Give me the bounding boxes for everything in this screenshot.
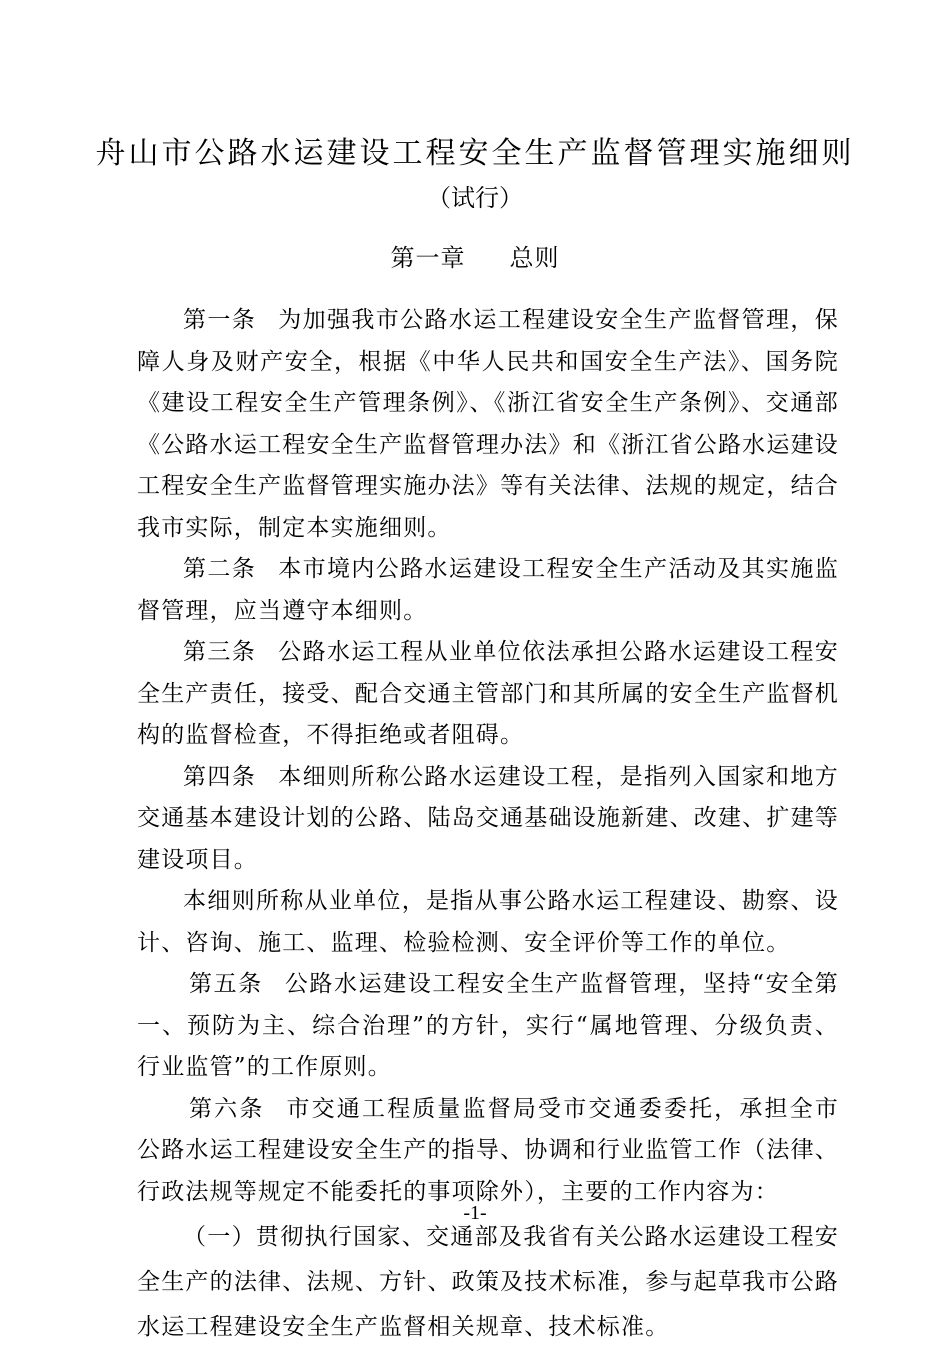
article-number: 第二条: [183, 556, 257, 582]
article-paragraph: [137, 757, 839, 882]
document-subtitle: （试行）: [427, 184, 523, 212]
article-paragraph: [137, 1089, 839, 1214]
article-text: 公路水运建设工程安全生产监督管理，坚持“安全第一、预防为主、综合治理”的方针，实行“属地管理、分级负责、行业监管”的工作原则。: [137, 971, 839, 1080]
list-item-paragraph: [137, 1215, 839, 1350]
article-number: 第五条: [189, 971, 263, 997]
article-number: 第三条: [183, 639, 257, 665]
paragraph-text: 本细则所称从业单位，是指从事公路水运工程建设、勘察、设计、咨询、施工、监理、检验检测、安全评价等工作的单位。: [137, 888, 839, 956]
article-paragraph: [137, 549, 839, 632]
article-text: 市交通工程质量监督局受市交通委委托，承担全市公路水运工程建设安全生产的指导、协调和行业监管工作（法律、行政法规等规定不能委托的事项除外），主要的工作内容为：: [137, 1095, 839, 1205]
document-title: 舟山市公路水运建设工程安全生产监督管理实施细则: [95, 136, 855, 171]
article-text: 本市境内公路水运建设工程安全生产活动及其实施监督管理，应当遵守本细则。: [137, 556, 839, 624]
article-text: 公路水运工程从业单位依法承担公路水运建设工程安全生产责任，接受、配合交通主管部门和其所属的安全生产监督机构的监督检查，不得拒绝或者阻碍。: [137, 639, 839, 748]
article-paragraph: [137, 964, 839, 1089]
article-paragraph: [137, 632, 839, 757]
page-number: -1-: [463, 1202, 487, 1224]
body-paragraph: [137, 881, 839, 964]
article-number: 第六条: [189, 1095, 265, 1122]
article-text: 本细则所称公路水运建设工程，是指列入国家和地方交通基本建设计划的公路、陆岛交通基础设施新建、改建、扩建等建设项目。: [137, 763, 839, 873]
article-number: 第一条: [183, 307, 257, 333]
document-body: [137, 300, 839, 1350]
chapter-name: 总则: [509, 244, 560, 272]
chapter-heading: [0, 240, 950, 276]
article-text: 为加强我市公路水运工程建设安全生产监督管理，保障人身及财产安全，根据《中华人民共和国安全生产法》、国务院《建设工程安全生产管理条例》、《浙江省安全生产条例》、交通部《公路水运工程安全生产监督管理办法》和《浙江省公路水运建设工程安全生产监督管理实施办法》等有关法律、法规的规定，结合我市实际，制定本实施细则。: [137, 307, 839, 541]
article-number: 第四条: [183, 763, 257, 790]
article-paragraph: [137, 300, 839, 549]
chapter-number: 第一章: [390, 244, 466, 272]
list-item-text: （一）贯彻执行国家、交通部及我省有关公路水运建设工程安全生产的法律、法规、方针、政策及技术标准，参与起草我市公路水运工程建设安全生产监督相关规章、技术标准。: [137, 1224, 839, 1340]
